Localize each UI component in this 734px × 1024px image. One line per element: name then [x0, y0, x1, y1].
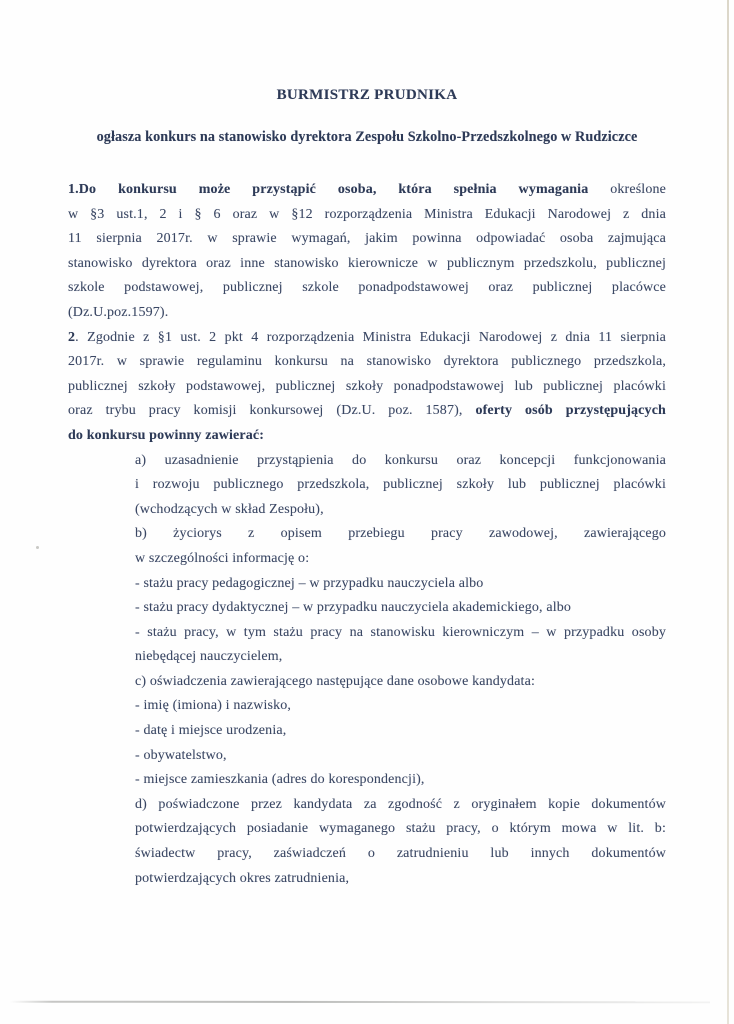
dash-item-staz-pedagogiczny: - stażu pracy pedagogicznej – w przypadku nauczyciela albo [135, 575, 484, 591]
list-item-b-line-1: b) życiorys z opisem przebiegu pracy zawodowej, zawierającego [135, 526, 666, 542]
scan-line-artifact [10, 1001, 710, 1004]
p2-line-1 [68, 326, 666, 351]
list-item-d-line-1: d) poświadczone przez kandydata za zgodność z oryginałem kopie dokumentów [135, 796, 666, 812]
p2-line-3: publicznej szkoły podstawowej, publicznej szkoły ponadpodstawowej lub publicznej placówki [68, 378, 666, 394]
p1-line-1-bold: 1.Do konkursu może przystąpić osoba, która spełnia wymagania [68, 182, 611, 197]
list-item-d-line-4: potwierdzających okres zatrudnienia, [135, 870, 350, 886]
p1-line-6: (Dz.U.poz.1597). [68, 304, 169, 320]
p1-line-5: szkole podstawowej, publicznej szkole ponadpodstawowej oraz publicznej placówce [68, 280, 666, 296]
list-item-a-line-1: a) uzasadnienie przystąpienia do konkursu oraz koncepcji funkcjonowania [135, 452, 666, 468]
p1-line-2: w §3 ust.1, 2 i § 6 oraz w §12 rozporządzenia Ministra Edukacji Narodowej z dnia [68, 206, 666, 222]
list-item-d-line-3: świadectw pracy, zaświadczeń o zatrudnieniu lub innych dokumentów [135, 846, 666, 862]
dash-item-miejsce-zamieszkania: - miejsce zamieszkania (adres do korespondencji), [135, 772, 425, 788]
list-item-c-line-1: c) oświadczenia zawierającego następujące dane osobowe kandydata: [135, 673, 535, 689]
scan-edge-artifact [727, 0, 729, 1024]
dash-item-obywatelstwo: - obywatelstwo, [135, 747, 227, 763]
list-item-b-line-2: w szczególności informację o: [135, 550, 310, 566]
p1-line-3: 11 sierpnia 2017r. w sprawie wymagań, jakim powinna odpowiadać osoba zajmująca [68, 231, 666, 247]
list-item-d-line-2: potwierdzających posiadanie wymaganego stażu pracy, o którym mowa w lit. b: [135, 821, 666, 837]
list-item-a-line-2: i rozwoju publicznego przedszkola, publicznej szkoły lub publicznej placówki [135, 477, 666, 493]
scan-speck-artifact [36, 546, 39, 549]
p1-line-1 [68, 178, 666, 203]
p2-line-4-bold: oferty osób przystępujących [475, 403, 666, 419]
p1-line-4: stanowisko dyrektora oraz inne stanowisko kierownicze w publicznym przedszkolu, publicznej [68, 255, 666, 271]
dash-item-staz-kierowniczy-line-1: - stażu pracy, w tym stażu pracy na stanowisku kierowniczym – w przypadku osoby [135, 624, 666, 640]
p2-line-1-rest: . Zgodnie z §1 ust. 2 pkt 4 rozporządzenia Ministra Edukacji Narodowej z dnia 11 sierpnia [75, 329, 666, 345]
dash-item-staz-dydaktyczny: - stażu pracy dydaktycznej – w przypadku nauczyciela akademickiego, albo [135, 600, 572, 616]
p2-line-4-rest: oraz trybu pracy komisji konkursowej (Dz.U. poz. 1587), [68, 403, 476, 419]
p2-line-1-bold: 2 [68, 329, 76, 345]
p2-line-2: 2017r. w sprawie regulaminu konkursu na stanowisko dyrektora publicznego przedszkola, [68, 354, 666, 370]
list-item-a-line-3: (wchodzących w skład Zespołu), [135, 501, 324, 517]
p2-line-4 [68, 399, 666, 424]
dash-item-data-urodzenia: - datę i miejsce urodzenia, [135, 723, 287, 739]
document-subtitle: ogłasza konkurs na stanowisko dyrektora Zespołu Szkolno-Przedszkolnego w Rudziczce [96, 129, 638, 145]
document-body [68, 178, 666, 891]
dash-item-imie-nazwisko: - imię (imiona) i nazwisko, [135, 698, 292, 714]
document-title: BURMISTRZ PRUDNIKA [276, 87, 458, 103]
p2-line-5: do konkursu powinny zawierać: [68, 427, 265, 443]
dash-item-staz-kierowniczy-line-2: niebędącej nauczycielem, [135, 649, 283, 665]
p1-line-1-rest: określone [610, 182, 666, 197]
